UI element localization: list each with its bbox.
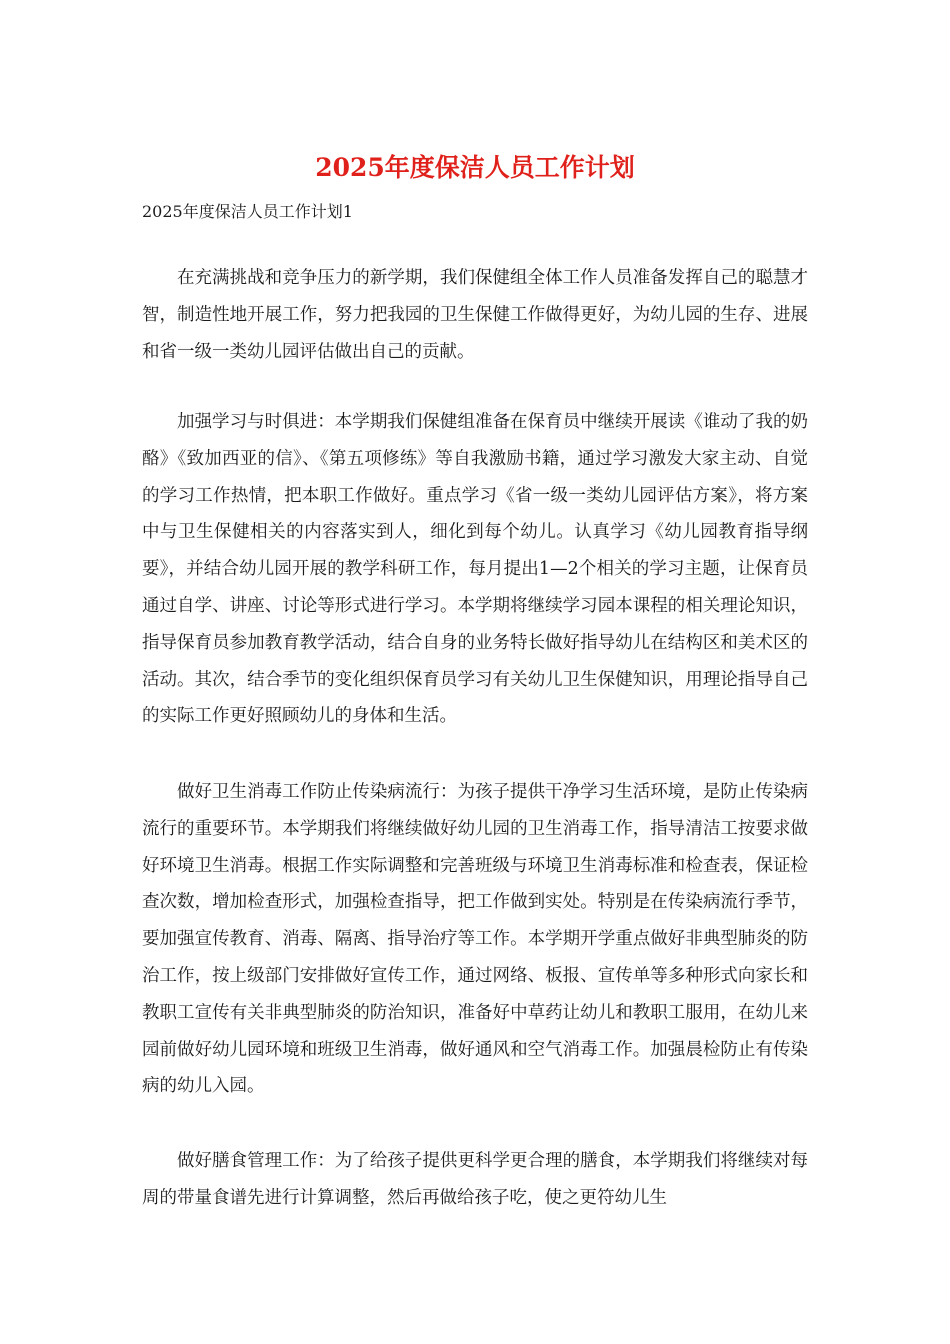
paragraph-study: 加强学习与时俱进：本学期我们保健组准备在保育员中继续开展读《谁动了我的奶酪》《致加西亚的信》、《第五项修练》等自我激励书籍，通过学习激发大家主动、自觉的学习工作热情，把本职工作做好。重点学习《省一级一类幼儿园评估方案》，将方案中与卫生保健相关的内容落实到人，细化到每个幼儿。认真学习《幼儿园教育指导纲要》，并结合幼儿园开展的教学科研工作，每月提出1—2个相关的学习主题，让保育员通过自学、讲座、讨论等形式进行学习。本学期将继续学习园本课程的相关理论知识，指导保育员参加教育教学活动，结合自身的业务特长做好指导幼儿在结构区和美术区的活动。其次，结合季节的变化组织保育员学习有关幼儿卫生保健知识，用理论指导自己的实际工作更好照顾幼儿的身体和生活。: [142, 412, 808, 727]
paragraph-hygiene: 做好卫生消毒工作防止传染病流行：为孩子提供干净学习生活环境，是防止传染病流行的重要环节。本学期我们将继续做好幼儿园的卫生消毒工作，指导清洁工按要求做好环境卫生消毒。根据工作实际调整和完善班级与环境卫生消毒标准和检查表，保证检查次数，增加检查形式，加强检查指导，把工作做到实处。特别是在传染病流行季节，要加强宣传教育、消毒、隔离、指导治疗等工作。本学期开学重点做好非典型肺炎的防治工作，按上级部门安排做好宣传工作，通过网络、板报、宣传单等多种形式向家长和教职工宣传有关非典型肺炎的防治知识，准备好中草药让幼儿和教职工服用，在幼儿来园前做好幼儿园环境和班级卫生消毒，做好通风和空气消毒工作。加强晨检防止有传染病的幼儿入园。: [142, 782, 808, 1097]
paragraph-intro: 在充满挑战和竞争压力的新学期，我们保健组全体工作人员准备发挥自己的聪慧才智，制造性地开展工作，努力把我园的卫生保健工作做得更好，为幼儿园的生存、进展和省一级一类幼儿园评估做出自己的贡献。: [142, 268, 808, 362]
document-title: 2025年度保洁人员工作计划: [315, 153, 635, 182]
paragraph-diet: 做好膳食管理工作：为了给孩子提供更科学更合理的膳食，本学期我们将继续对每周的带量食谱先进行计算调整，然后再做给孩子吃，使之更符幼儿生: [142, 1151, 808, 1208]
document-subtitle: 2025年度保洁人员工作计划1: [142, 202, 353, 221]
